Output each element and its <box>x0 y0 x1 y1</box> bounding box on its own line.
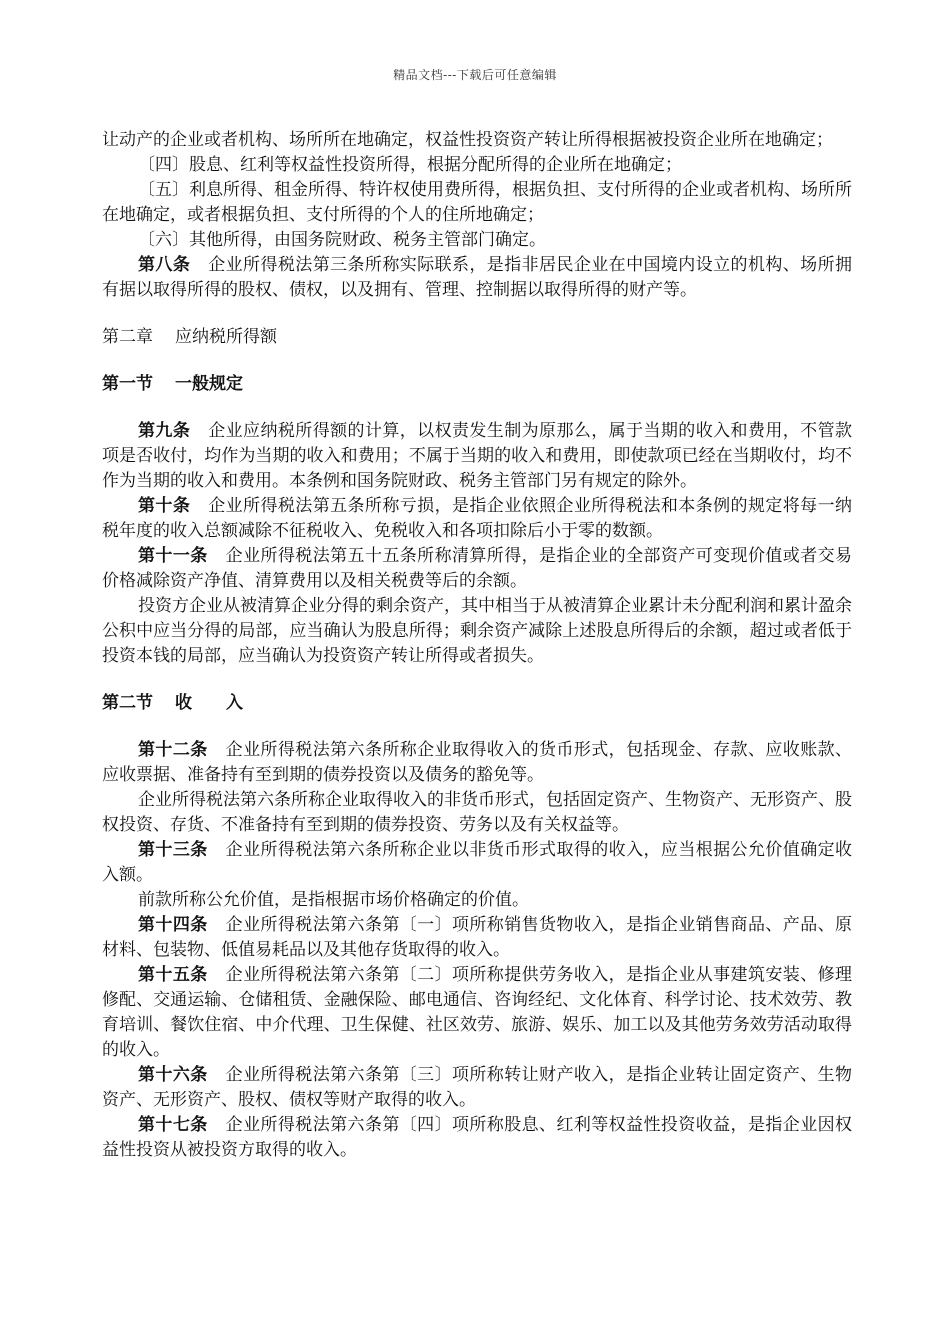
article-text: 企业所得税法第六条第〔三〕项所称转让财产收入，是指企业转让固定资产、生物资产、无形资产、股权、债权等财产取得的收入。 <box>102 1065 853 1110</box>
section-heading <box>102 372 852 397</box>
article-label: 第八条 <box>138 255 191 275</box>
article-text: 企业所得税法第三条所称实际联系，是指非居民企业在中国境内设立的机构、场所拥有据以取得所得的股权、债权，以及拥有、管理、控制据以取得所得的财产等。 <box>102 255 853 300</box>
article-11 <box>102 544 852 594</box>
paragraph: 让动产的企业或者机构、场所所在地确定，权益性投资资产转让所得根据被投资企业所在地确定； <box>102 130 833 150</box>
article-text: 企业所得税法第六条第〔四〕项所称股息、红利等权益性投资收益，是指企业因权益性投资从被投资方取得的收入。 <box>102 1115 853 1160</box>
article-text: 企业所得税法第五十五条所称清算所得，是指企业的全部资产可变现价值或者交易价格减除资产净值、清算费用以及相关税费等后的余额。 <box>102 546 853 591</box>
article-label: 第十七条 <box>138 1115 208 1135</box>
article-text: 企业应纳税所得额的计算，以权责发生制为原那么，属于当期的收入和费用，不管款项是否收付，均作为当期的收入和费用；不属于当期的收入和费用，即使款项已经在当期收付，均不作为当期的收入和费用。本条例和国务院财政、税务主管部门另有规定的除外。 <box>102 421 853 491</box>
article-text: 企业所得税法第六条所称企业取得收入的货币形式，包括现金、存款、应收账款、应收票据、准备持有至到期的债券投资以及债务的豁免等。 <box>102 740 853 785</box>
article-text: 企业所得税法第六条所称企业以非货币形式取得的收入，应当根据公允价值确定收入额。 <box>102 840 853 885</box>
article-label: 第十一条 <box>138 546 208 566</box>
article-label: 第十六条 <box>138 1065 208 1085</box>
section-number: 第二节 <box>102 693 153 713</box>
article-12 <box>102 738 852 788</box>
article-10 <box>102 494 852 544</box>
paragraph: 前款所称公允价值，是指根据市场价格确定的价值。 <box>138 890 529 910</box>
article-label: 第十四条 <box>138 915 208 935</box>
section-title: 一般规定 <box>175 374 243 394</box>
article-text: 企业所得税法第六条第〔一〕项所称销售货物收入，是指企业销售商品、产品、原材料、包装物、低值易耗品以及其他存货取得的收入。 <box>102 915 853 960</box>
article-label: 第九条 <box>138 421 191 441</box>
article-16 <box>102 1063 852 1113</box>
paragraph: 企业所得税法第六条所称企业取得收入的非货币形式，包括固定资产、生物资产、无形资产、股权投资、存货、不准备持有至到期的债券投资、劳务以及有关权益等。 <box>102 790 852 835</box>
article-label: 第十三条 <box>138 840 208 860</box>
section-title: 收 入 <box>175 693 243 713</box>
article-8 <box>102 253 852 303</box>
document-body <box>102 128 852 1163</box>
paragraph: 〔四〕股息、红利等权益性投资所得，根据分配所得的企业所在地确定； <box>138 155 682 175</box>
article-14 <box>102 913 852 963</box>
paragraph: 〔六〕其他所得，由国务院财政、税务主管部门确定。 <box>138 230 546 250</box>
section-number: 第一节 <box>102 374 153 394</box>
article-text: 企业所得税法第五条所称亏损，是指企业依照企业所得税法和本条例的规定将每一纳税年度的收入总额减除不征税收入、免税收入和各项扣除后小于零的数额。 <box>102 496 853 541</box>
article-9 <box>102 419 852 494</box>
paragraph: 投资方企业从被清算企业分得的剩余资产，其中相当于从被清算企业累计未分配利润和累计盈余公积中应当分得的局部，应当确认为股息所得；剩余资产减除上述股息所得后的余额，超过或者低于投资本钱的局部，应当确认为投资资产转让所得或者损失。 <box>102 596 852 666</box>
article-text: 企业所得税法第六条第〔二〕项所称提供劳务收入，是指企业从事建筑安装、修理修配、交通运输、仓储租赁、金融保险、邮电通信、咨询经纪、文化体育、科学讨论、技术效劳、教育培训、餐饮住宿、中介代理、卫生保健、社区效劳、旅游、娱乐、加工以及其他劳务效劳活动取得的收入。 <box>102 965 853 1060</box>
chapter-heading <box>102 325 852 350</box>
article-15 <box>102 963 852 1063</box>
chapter-number: 第二章 <box>102 327 153 347</box>
article-17 <box>102 1113 852 1163</box>
section-heading <box>102 691 852 716</box>
paragraph: 〔五〕利息所得、租金所得、特许权使用费所得，根据负担、支付所得的企业或者机构、场所所在地确定，或者根据负担、支付所得的个人的住所地确定； <box>102 180 852 225</box>
page-header: 精品文档---下载后可任意编辑 <box>393 68 557 82</box>
article-label: 第十五条 <box>138 965 208 985</box>
article-label: 第十条 <box>138 496 191 516</box>
article-13 <box>102 838 852 888</box>
article-label: 第十二条 <box>138 740 208 760</box>
chapter-title: 应纳税所得额 <box>175 327 277 347</box>
